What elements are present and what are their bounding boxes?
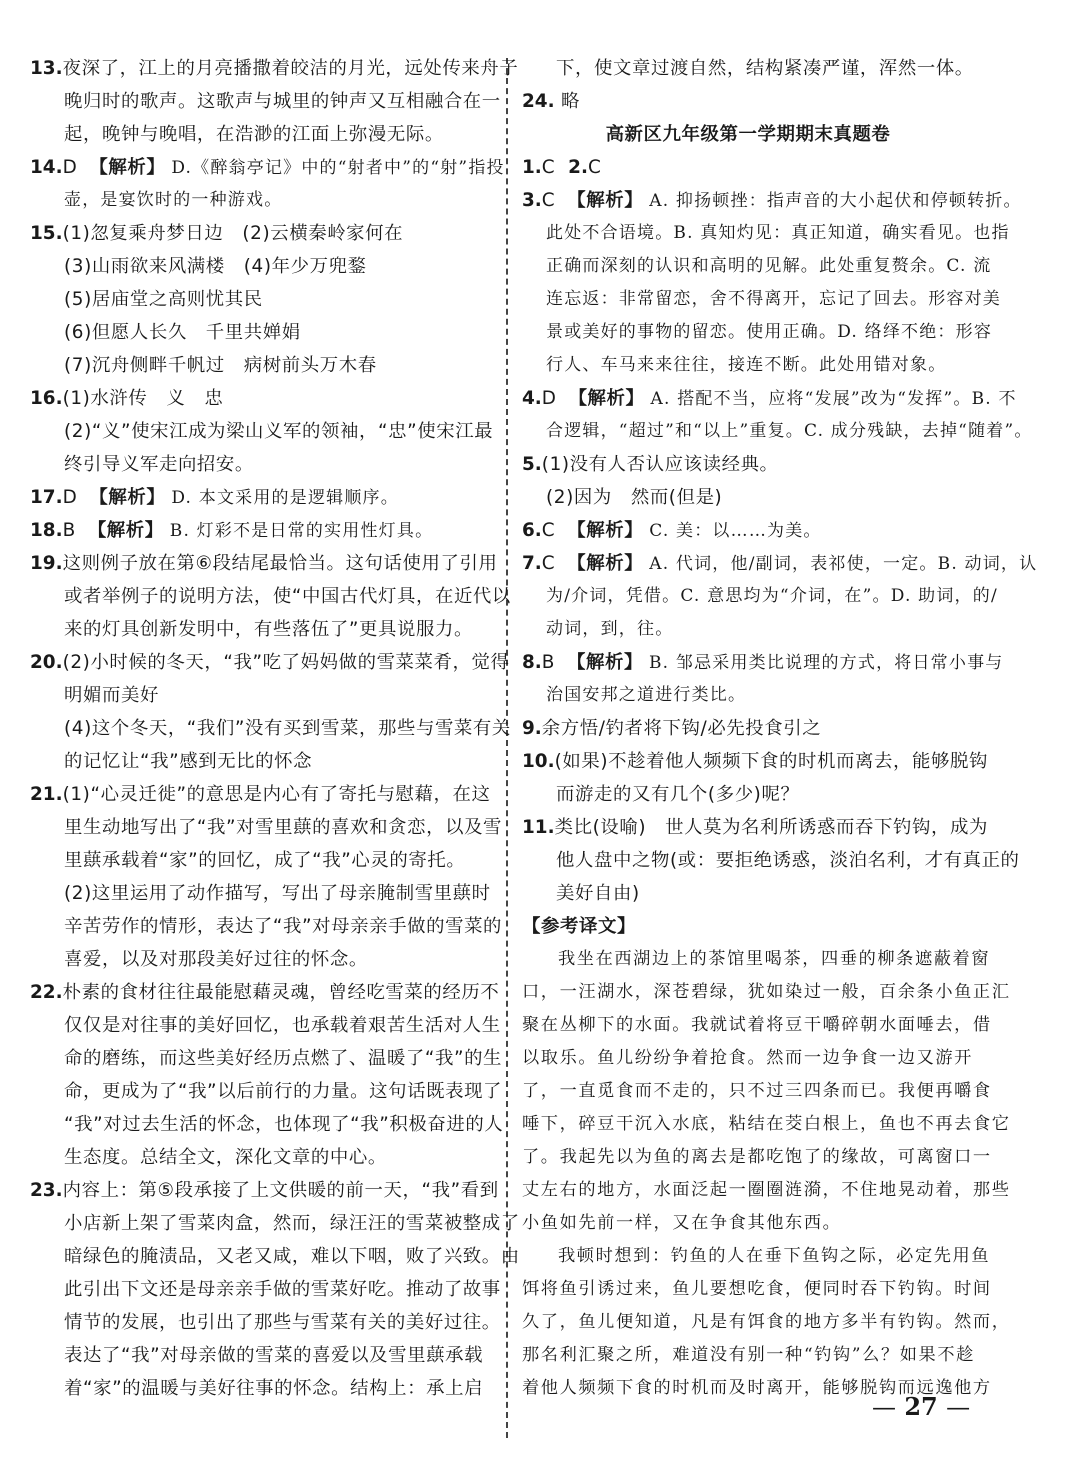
answer-18: 18.B 【解析】 B. 灯彩不是日常的实用性灯具。 [30,520,434,541]
section-title: 高新区九年级第一学期期末真题卷 [605,124,891,145]
answer-4: 4.D 【解析】 A. 搭配不当，应将“发展”改为“发挥”。B. 不 合逻辑，“超过”和“以上”重复。C. 成分残缺，去掉“随着”。 [522,388,1033,441]
answer-21: 21.(1)“心灵迁徙”的意思是内心有了寄托与慰藉，在这 里生动地写出了“我”对雪里蕻的喜欢和贪恋，以及雪 里蕻承载着“家”的回忆，成了“我”心灵的寄托。 (2)这里运用了动作描写，写出了母亲腌制雪里蕻时 辛苦劳作的情形，表达了“我”对母亲亲手做的雪菜的 喜爱，以及对那段美好过往的怀念。 [30,784,503,970]
left-column [30,52,520,1405]
answer-17: 17.D 【解析】 D. 本文采用的是逻辑顺序。 [30,487,399,508]
answer-15: 15.(1)忽复乘舟梦日边 (2)云横秦岭家何在 (3)山雨欲来风满楼 (4)年少万兜鍪 (5)居庙堂之高则忧其民 (6)但愿人长久 千里共婵娟 (7)沉舟侧畔千帆过 病树前头万木春 [30,223,404,376]
answer-13: 13.夜深了，江上的月亮播撒着皎洁的月光，远处传来舟子 晚归时的歌声。这歌声与城里的钟声又互相融合在一 起，晚钟与晚唱，在浩渺的江面上弥漫无际。 [30,58,519,145]
answer-19: 19.这则例子放在第⑥段结尾最恰当。这句话使用了引用 或者举例子的说明方法，使“中国古代灯具，在近代以 来的灯具创新发明中，有些落伍了”更具说服力。 [30,553,511,640]
answer-9: 9.余方悟/钓者将下钩/必先投食引之 [522,718,822,739]
page-number: — 27 — [872,1392,971,1421]
translation-paragraph-1: 我坐在西湖边上的茶馆里喝茶，四垂的柳条遮蔽着窗 口，一汪湖水，深苍碧绿，犹如染过一般，百余条小鱼正汇 聚在丛柳下的水面。我就试着将豆干嚼碎朝水面唾去，借 以取乐。鱼儿纷纷争着抢食。然而一边争食一边又游开 了，一直觅食而不走的，只不过三四条而已。我便再嚼食 唾下，碎豆干沉入水底，粘结在茭白根上，鱼也不再去食它 了。我起先以为鱼的离去是都吃饱了的缘故，可离窗口一 丈左右的地方，水面泛起一圈圈涟漪，不住地晃动着，那些 小鱼如先前一样，又在争食其他东西。 [522,949,1011,1233]
answer-3: 3.C 【解析】 A. 抑扬顿挫：指声音的大小起伏和停顿转折。 此处不合语境。B. 真知灼见：真正知道，确实看见。也指 正确而深刻的认识和高明的见解。此处重复赘余。C. 流 连忘返：非常留恋，舍不得离开，忘记了回去。形容对美 景或美好的事物的留恋。使用正确。D. 络绎不绝：形容 行人、车马来来往往，接连不断。此处用错对象。 [522,190,1022,375]
right-column [522,52,1038,1405]
answer-7: 7.C 【解析】 A. 代词，他/副词，表祁使，一定。B. 动词，认 为/介词，凭借。C. 意思均为“介词，在”。D. 助词，的/ 动词，到，往。 [522,553,1038,639]
answer-6: 6.C 【解析】 C. 美：以……为美。 [522,520,822,541]
translation-heading: 【参考译文】 [522,916,636,937]
answer-5: 5.(1)没有人否认应该读经典。 (2)因为 然而(但是) [522,454,779,508]
answer-11: 11.类比(设喻) 世人莫为名利所诱惑而吞下钓钩，成为 他人盘中之物(或：要拒绝诱惑，淡泊名利，才有真正的 美好自由) [522,817,1020,904]
answer-23-continued: 下，使文章过渡自然，结构紧凑严谨，浑然一体。 [556,58,974,79]
answer-23: 23.内容上：第⑤段承接了上文供暖的前一天，“我”看到 小店新上架了雪菜肉盒，然而，绿汪汪的雪菜被整成了 暗绿色的腌渍品，又老又咸，难以下咽，败了兴致。由 此引出下文还是母亲亲手做的雪菜好吃。推动了故事 情节的发展，也引出了那些与雪菜有关的美好过往。 表达了“我”对母亲做的雪菜的喜爱以及雪里蕻承载 着“家”的温暖与美好往事的怀念。结构上：承上启 [30,1180,520,1399]
answer-16: 16.(1)水浒传 义 忠 (2)“义”使宋江成为梁山义军的领袖，“忠”使宋江最 终引导义军走向招安。 [30,388,494,475]
answer-24: 24. 略 [522,91,581,112]
answer-14: 14.D 【解析】 D.《醉翁亭记》中的“射者中”的“射”指投 壶，是宴饮时的一种游戏。 [30,157,505,210]
answer-20: 20.(2)小时候的冬天，“我”吃了妈妈做的雪菜菜肴，觉得 明媚而美好 (4)这个冬天，“我们”没有买到雪菜，那些与雪菜有关 的记忆让“我”感到无比的怀念 [30,652,511,772]
answer-1-2: 1.C 2.C [522,157,602,178]
translation-paragraph-2: 我顿时想到：钓鱼的人在垂下鱼钩之际，必定先用鱼 饵将鱼引诱过来，鱼儿要想吃食，便同时吞下钓钩。时间 久了，鱼儿便知道，凡是有饵食的地方多半有钓钩。然而， 那名利汇聚之所，难道没有别一种“钓钩”么？如果不趁 着他人频频下食的时机而及时离开，能够脱钩而远逸他方 [522,1246,1011,1398]
answer-22: 22.朴素的食材往往最能慰藉灵魂，曾经吃雪菜的经历不 仅仅是对往事的美好回忆，也承载着艰苦生活对人生 命的磨练，而这些美好经历点燃了、温暖了“我”的生 命，更成为了“我”以后前行的力量。这句话既表现了 “我”对过去生活的怀念，也体现了“我”积极奋进的人 生态度。总结全文，深化文章的中心。 [30,982,504,1168]
answer-10: 10.(如果)不趁着他人频频下食的时机而离去，能够脱钩 而游走的又有几个(多少)呢？ [522,751,988,805]
answer-8: 8.B 【解析】 B. 邹忌采用类比说理的方式，将日常小事与 治国安邦之道进行类比。 [522,652,1004,705]
